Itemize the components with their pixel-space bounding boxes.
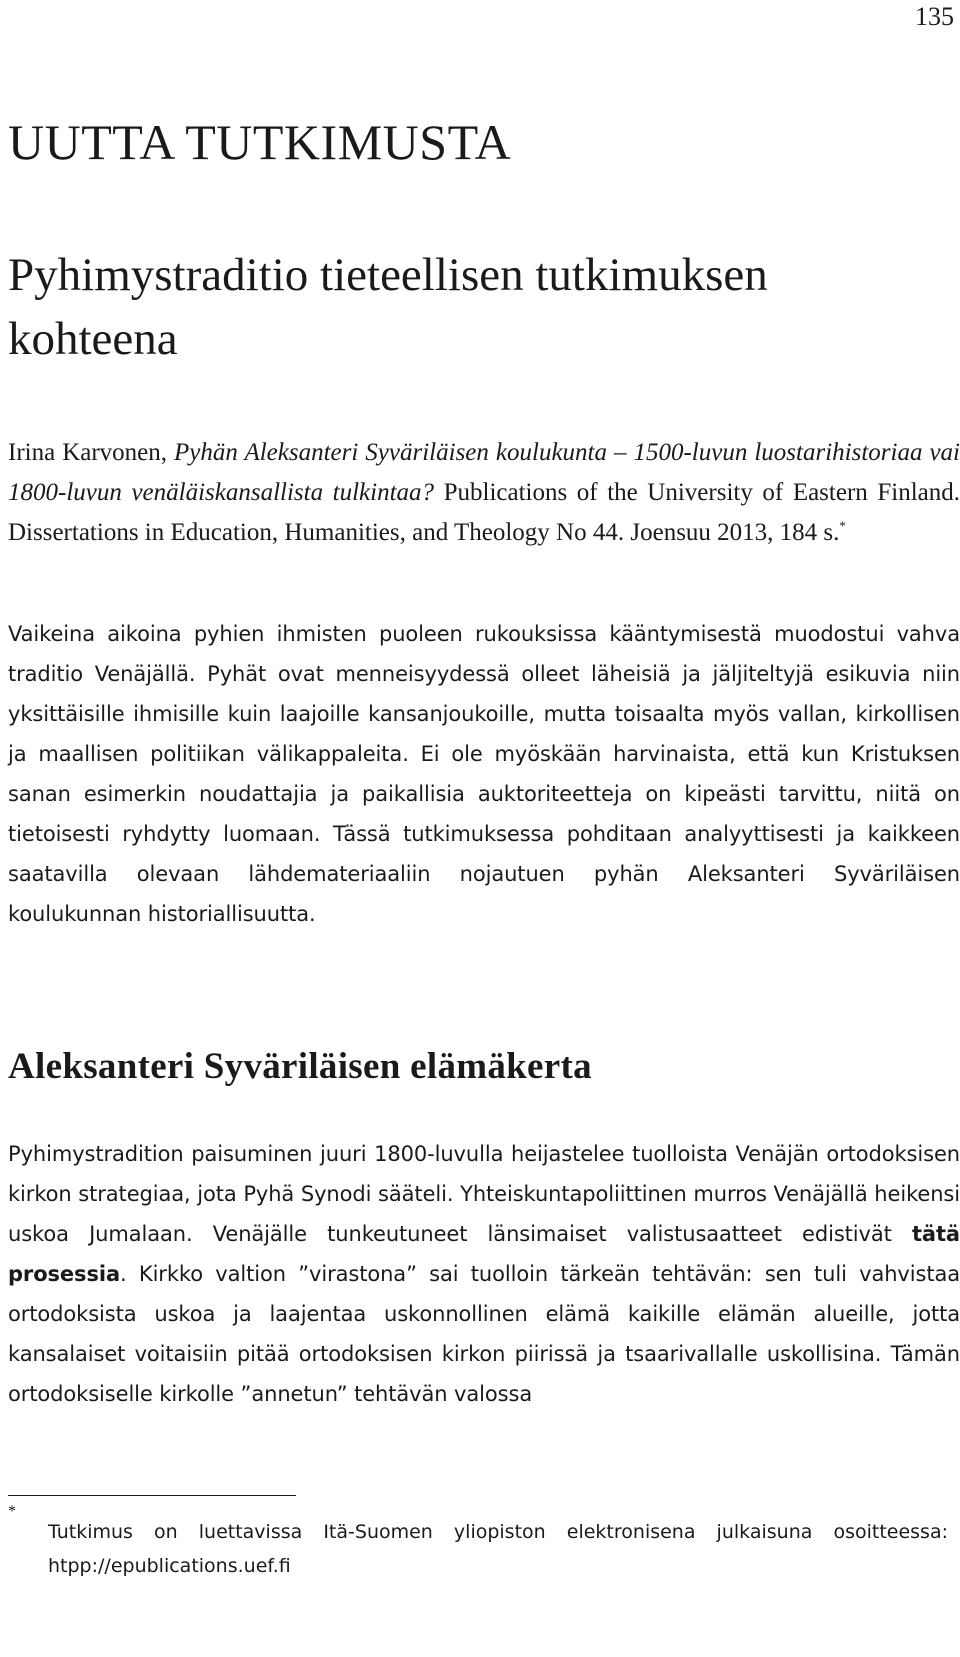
citation-details: Publications of the University of Eastern Finland. Dissertations in Education, Humanities, and Theology No 44. Joensuu 2013, 184 s.	[8, 479, 960, 546]
footnote-text: Tutkimus on luettavissa Itä-Suomen yliopiston elektronisena julkaisuna osoitteessa: htpp://epublications.uef.fi	[48, 1521, 948, 1577]
section-paragraph	[8, 1134, 960, 1414]
review-title: Pyhimystraditio tieteellisen tutkimuksen kohteena	[8, 249, 768, 365]
footnote-reference[interactable]: *	[839, 518, 846, 533]
section-paragraph-text-1: Pyhimystradition paisuminen juuri 1800-luvulla heijastelee tuolloista Venäjän ortodoksisen kirkon strategiaa, jota Pyhä Synodi sääteli. Yhteiskuntapoliittinen murros Venäjällä heikensi uskoa Jumalaan. Venäjälle tunkeutuneet länsimaiset valistusaatteet edistivät	[8, 1142, 960, 1246]
footnote-marker: *	[8, 1503, 16, 1520]
section-paragraph-text-2: . Kirkko valtion ”virastona” sai tuolloin tärkeän tehtävän: sen tuli vahvistaa ortodoksista uskoa ja laajentaa uskonnollinen elämä kaikille elämän alueille, jotta kansalaiset voitaisiin pitää ortodoksisen kirkon piirissä ja tsaarivallalle uskollisina. Tämän ortodoksiselle kirkolle ”annetun” tehtävän valossa	[8, 1262, 960, 1406]
book-citation	[8, 433, 960, 553]
intro-paragraph: Vaikeina aikoina pyhien ihmisten puoleen rukouksissa kääntymisestä muodostui vahva traditio Venäjällä. Pyhät ovat menneisyydessä olleet läheisiä ja jäljiteltyjä esikuvia niin yksittäisille ihmisille kuin laajoille kansanjoukoille, mutta toisaalta myös vallan, kirkollisen ja maallisen politiikan välikappaleita. Ei ole myöskään harvinaista, että kun Kristuksen sanan esimerkin noudattajia ja paikallisia auktoriteetteja on kipeästi tarvittu, niitä on tietoisesti ryhdytty luomaan. Tässä tutkimuksessa pohditaan analyyttisesti ja kaikkeen saatavilla olevaan lähdemateriaaliin nojautuen pyhän Aleksanteri Syväriläisen koulukunnan historiallisuutta.	[8, 622, 960, 926]
page-number: 135	[915, 2, 954, 31]
citation-book-title: Pyhän Aleksanteri Syväriläisen koulukunta – 1500-luvun luostarihistoriaa vai 1800-luvun venäläiskansallista tulkintaa?	[8, 439, 960, 506]
section-heading: UUTTA TUTKIMUSTA	[8, 114, 512, 170]
section-subheading: Aleksanteri Syväriläisen elämäkerta	[8, 1046, 592, 1087]
footnote-divider	[8, 1495, 296, 1496]
section-paragraph-bold: tätä prosessia	[8, 1222, 960, 1286]
citation-author: Irina Karvonen,	[8, 439, 175, 466]
